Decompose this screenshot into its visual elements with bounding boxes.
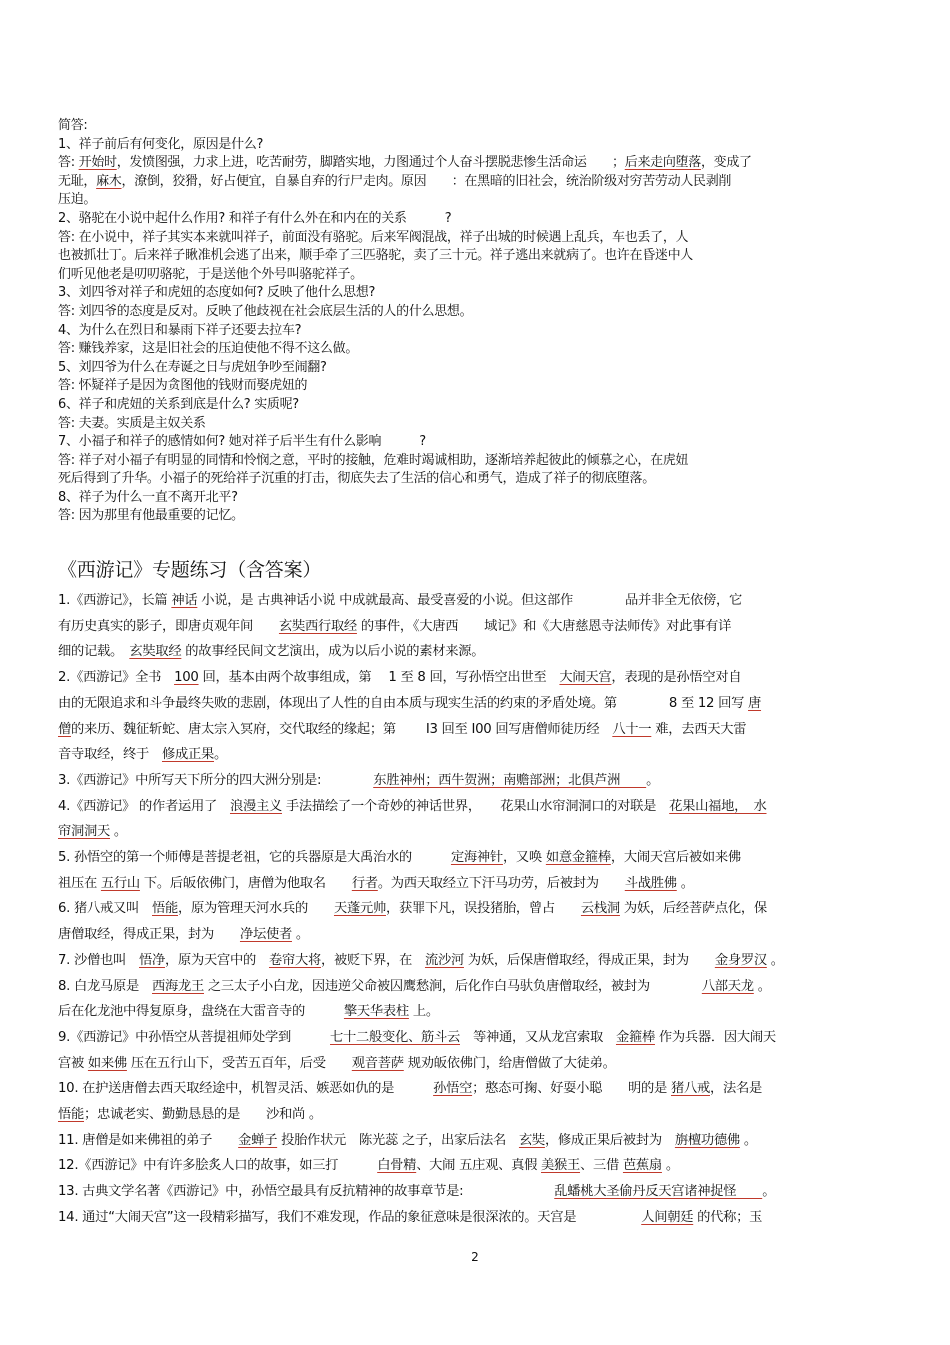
answer-underlined: 开始时 xyxy=(78,155,117,171)
exercise-line xyxy=(58,845,894,871)
text-run: 回，基本由两个故事组成，第 1 至 8 回，写孙悟空出世至 xyxy=(198,670,560,686)
text-line xyxy=(58,191,894,210)
text-run: ，变成了 xyxy=(700,155,752,171)
text-run: 1.《西游记》，长篇 xyxy=(58,593,172,608)
text-run: 2、骆驼在小说中起什么作用? 和祥子有什么外在和内在的关系 ? xyxy=(58,210,452,226)
exercise-line xyxy=(58,768,894,794)
text-run: 。 xyxy=(646,772,660,788)
answer-underlined: 修成正果 xyxy=(161,747,214,763)
xiyouji-exercise-section xyxy=(58,588,894,1231)
answer-underlined: 花果山福地， 水 xyxy=(669,798,767,814)
text-run: ，大闹天宫后被如来佛 xyxy=(610,850,741,866)
answer-underlined: 白骨精 xyxy=(377,1158,417,1174)
text-run: 3.《西游记》中所写天下所分的四大洲分别是: xyxy=(58,772,374,788)
text-run: 10. 在护送唐僧去西天取经途中，机智灵活、嫉恶如仇的是 xyxy=(58,1081,434,1097)
text-run: 、三借 xyxy=(580,1158,623,1174)
exercise-line xyxy=(58,588,894,614)
text-run: 祖压在 xyxy=(58,875,101,891)
text-run: 。 xyxy=(739,1132,757,1148)
text-run: 。 xyxy=(753,978,771,994)
text-run: 。 xyxy=(762,1184,776,1200)
text-run: 答: 夫妻。实质是主奴关系 xyxy=(58,415,206,431)
text-run: ，法名是 xyxy=(709,1081,762,1097)
text-line xyxy=(58,377,894,396)
text-run: 14. 通过“大闹天宫”这一段精彩描写，我们不难发现，作品的象征意味是很深浓的。天宫是 xyxy=(58,1209,642,1225)
answer-underlined: 玄奘取经 xyxy=(129,644,182,660)
answer-underlined: 人间朝廷 xyxy=(641,1209,694,1225)
text-run: 下。后皈依佛门，唐僧为他取名 xyxy=(139,875,352,891)
text-run: 有历史真实的影子，即唐贞观年间 xyxy=(58,618,279,634)
answer-underlined: 悟净 xyxy=(139,952,165,968)
text-run: 的来历、魏征斩蛇、唐太宗入冥府，交代取经的缘起；第 I3 回至 I00 回写唐僧师徒历经 xyxy=(71,721,613,737)
text-run: 答: 赚钱养家，这是旧社会的压迫使他不得不这么做。 xyxy=(58,341,359,357)
text-run: ；忠诚老实、勤勤恳恳的是 沙和尚 。 xyxy=(84,1107,322,1123)
exercise-line xyxy=(58,1179,894,1205)
text-run: ，潦倒，狡猾，好占便宜，自暴自弃的行尸走肉。原因 ：在黑暗的旧社会，统治阶级对穷苦劳动人民剥削 xyxy=(121,173,732,189)
answer-underlined: 麻木 xyxy=(96,173,122,189)
exercise-line xyxy=(58,1025,894,1051)
answer-underlined: 玄奘西行取经 xyxy=(278,618,357,634)
text-line xyxy=(58,507,894,526)
text-run: 小说，是 古典神话小说 中成就最高、最受喜爱的小说。但这部作 品并非全无依傍，它 xyxy=(197,593,742,608)
exercise-line xyxy=(58,639,894,665)
text-run: 7. 沙僧也叫 xyxy=(58,952,139,968)
text-run: 。 xyxy=(676,875,694,891)
answer-underlined: 云栈洞 xyxy=(580,901,620,917)
text-run: 2.《西游记》全书 xyxy=(58,670,175,686)
text-line xyxy=(58,210,894,229)
text-run: 们听见他老是叨叨骆驼，于是送他个外号叫骆驼祥子。 xyxy=(58,266,363,282)
answer-underlined: 金身罗汉 xyxy=(714,952,767,968)
answer-underlined: 浪漫主义 xyxy=(229,798,282,814)
exercise-line xyxy=(58,948,894,974)
text-line xyxy=(58,452,894,471)
text-run: 4.《西游记》 的作者运用了 xyxy=(58,798,230,814)
text-run: 音寺取经，终于 xyxy=(58,747,162,763)
exercise-line xyxy=(58,1076,894,1102)
answer-underlined: 旃檀功德佛 xyxy=(674,1132,740,1148)
text-run: 。 xyxy=(661,1158,679,1174)
answer-underlined: 芭蕉扇 xyxy=(622,1158,662,1174)
text-run: ，发愤图强，力求上进，吃苦耐劳，脚踏实地，力图通过个人奋斗摆脱悲惨生活命运 ； xyxy=(116,155,625,171)
exercise-line xyxy=(58,922,894,948)
text-line xyxy=(58,229,894,248)
text-run: ，获罪下凡，误投猪胎，曾占 xyxy=(385,901,581,917)
text-run: ，又唤 xyxy=(502,850,546,866)
answer-underlined: 东胜神州；西牛贺洲；南赡部洲；北俱芦洲 xyxy=(373,772,647,788)
text-run: 唐僧取经，得成正果，封为 xyxy=(58,927,240,943)
text-run: 12.《西游记》中有许多脍炙人口的故事，如三打 xyxy=(58,1158,378,1174)
text-run: 的事件，《大唐西 域记》和《大唐慈恩寺法师传》对此事有详 xyxy=(356,618,732,634)
text-line xyxy=(58,433,894,452)
text-run: 作为兵器．因大闹天 xyxy=(654,1029,776,1045)
text-run: 4、为什么在烈日和暴雨下祥子还要去拉车? xyxy=(58,322,302,338)
answer-underlined: 五行山 xyxy=(100,875,140,891)
text-run: 8、祥子为什么一直不离开北平? xyxy=(58,489,238,505)
text-run: ，原为天宫中的 xyxy=(165,952,269,968)
text-run: 简答: xyxy=(58,118,88,133)
exercise-line xyxy=(58,1102,894,1128)
answer-underlined: 帘洞洞天 xyxy=(58,824,110,840)
text-run: 等神通，又从龙宫索取 xyxy=(460,1029,616,1045)
text-run: 规劝皈依佛门，给唐僧做了大徒弟。 xyxy=(403,1055,616,1071)
answer-underlined: 神话 xyxy=(171,593,198,608)
text-run: 6、祥子和虎妞的关系到底是什么? 实质呢? xyxy=(58,396,299,412)
section-heading: 《西游记》专题练习（含答案） xyxy=(58,559,322,581)
text-line xyxy=(58,284,894,303)
text-line xyxy=(58,136,894,155)
text-line xyxy=(58,322,894,341)
text-run: 后在化龙池中得复原身，盘绕在大雷音寺的 xyxy=(58,1004,344,1020)
text-run: 8. 白龙马原是 xyxy=(58,978,152,994)
text-run: 细的记载。 xyxy=(58,644,130,660)
text-line xyxy=(58,359,894,378)
text-line xyxy=(58,415,894,434)
answer-underlined: 如来佛 xyxy=(87,1055,127,1071)
exercise-line xyxy=(58,1153,894,1179)
text-run: 手法描绘了一个奇妙的神话世界， 花果山水帘洞洞口的对联是 xyxy=(281,798,670,814)
answer-underlined: 卷帘大将 xyxy=(268,952,321,968)
text-line xyxy=(58,470,894,489)
exercise-line xyxy=(58,717,894,743)
simple-answer-section xyxy=(58,117,894,526)
answer-underlined: 悟能 xyxy=(152,901,178,917)
answer-underlined: 八部天龙 xyxy=(701,978,754,994)
answer-underlined: 猪八戒 xyxy=(670,1081,710,1097)
exercise-line xyxy=(58,974,894,1000)
text-run: ，被贬下界，在 xyxy=(320,952,425,968)
text-run: 答: 祥子对小福子有明显的同情和怜悯之意，平时的接触，危难时竭诚相助，逐渐培养起彼此的倾慕之心，在虎妞 xyxy=(58,452,689,468)
exercise-line xyxy=(58,1205,894,1231)
text-run: 。 xyxy=(213,747,227,763)
answer-underlined: 后来走向堕落 xyxy=(624,155,701,171)
answer-underlined: 金蝉子 xyxy=(238,1132,278,1148)
text-run: 无耻， xyxy=(58,173,97,189)
answer-underlined: 僧 xyxy=(58,721,71,737)
exercise-line xyxy=(58,742,894,768)
answer-underlined: 观音菩萨 xyxy=(351,1055,404,1071)
answer-underlined: 八十一 xyxy=(612,721,652,737)
text-line xyxy=(58,396,894,415)
text-line xyxy=(58,489,894,508)
text-run: 、大闹 五庄观、真假 xyxy=(416,1158,542,1174)
text-run: 上。 xyxy=(408,1004,439,1020)
text-run: 压在五行山下，受苦五百年，后受 xyxy=(126,1055,352,1071)
text-run: ，表现的是孙悟空对自 xyxy=(611,670,742,686)
text-run: ，修成正果后被封为 xyxy=(544,1132,675,1148)
text-run: 7、小福子和祥子的感情如何? 她对祥子后半生有什么影响 ? xyxy=(58,434,426,450)
text-run: 答: 在小说中，祥子其实本来就叫祥子，前面没有骆驼。后来军阀混战，祥子出城的时候遇上乱兵，车也丢了，人 xyxy=(58,229,689,245)
answer-underlined: 悟能 xyxy=(58,1107,84,1123)
text-run: ，原为管理天河水兵的 xyxy=(178,901,334,917)
exercise-line xyxy=(58,794,894,820)
text-run: ；憨态可掬、好耍小聪 明的是 xyxy=(472,1081,671,1097)
text-run: 的代称；玉 xyxy=(693,1209,763,1225)
answer-underlined: 乱蟠桃大圣偷丹反天宫诸神捉怪 xyxy=(554,1184,763,1200)
text-run: 13. 古典文学名著《西游记》中，孙悟空最具有反抗精神的故事章节是: xyxy=(58,1184,555,1200)
text-run: 为妖，后保唐僧取经，得成正果，封为 xyxy=(463,952,715,968)
text-run: 答: 刘四爷的态度是反对。反映了他歧视在社会底层生活的人的什么思想。 xyxy=(58,303,473,319)
exercise-line xyxy=(58,1128,894,1154)
text-run: 死后得到了升华。小福子的死给祥子沉重的打击，彻底失去了生活的信心和勇气，造成了祥子的彻底堕落。 xyxy=(58,471,655,487)
exercise-line xyxy=(58,1051,894,1077)
text-run: 由的无限追求和斗争最终失败的悲剧，体现出了人性的自由本质与现实生活的约束的矛盾处境。第 8 至 12 回写 xyxy=(58,695,749,711)
text-run: 5、刘四爷为什么在寿诞之日与虎妞争吵至闹翻? xyxy=(58,359,327,375)
answer-underlined: 西海龙王 xyxy=(152,978,204,994)
text-run: 。 xyxy=(291,927,309,943)
text-line xyxy=(58,266,894,285)
answer-underlined: 美猴王 xyxy=(541,1158,581,1174)
exercise-line xyxy=(58,665,894,691)
text-run: 压迫。 xyxy=(58,192,97,208)
answer-underlined: 唐 xyxy=(748,695,762,711)
answer-underlined: 如意金箍棒 xyxy=(545,850,611,866)
answer-underlined: 斗战胜佛 xyxy=(624,875,677,891)
answer-underlined: 金箍棒 xyxy=(615,1029,655,1045)
text-line xyxy=(58,247,894,266)
text-run: 11. 唐僧是如来佛祖的弟子 xyxy=(58,1132,239,1148)
text-run: 9.《西游记》中孙悟空从菩提祖师处学到 xyxy=(58,1029,331,1045)
page-number: 2 xyxy=(471,1250,479,1264)
exercise-line xyxy=(58,614,894,640)
text-run: 难，去西天大雷 xyxy=(651,721,747,737)
text-run: 答: 怀疑祥子是因为贪图他的钱财而娶虎妞的 xyxy=(58,378,308,394)
text-run: 答: 因为那里有他最重要的记忆。 xyxy=(58,508,244,524)
answer-underlined: 行者 xyxy=(351,875,378,891)
answer-underlined: 天蓬元帅 xyxy=(333,901,386,917)
text-run: 投胎作状元 陈光蕊 之子，出家后法名 xyxy=(277,1132,519,1148)
answer-underlined: 孙悟空 xyxy=(433,1081,473,1097)
answer-underlined: 定海神针 xyxy=(450,850,503,866)
exercise-line xyxy=(58,691,894,717)
answer-underlined: 玄奘 xyxy=(518,1132,545,1148)
text-run: 宫被 xyxy=(58,1055,88,1071)
text-run: 。 xyxy=(110,824,127,840)
exercise-line xyxy=(58,819,894,845)
text-run: 3、刘四爷对祥子和虎妞的态度如何? 反映了他什么思想? xyxy=(58,285,376,301)
text-run: 为妖，后经菩萨点化，保 xyxy=(619,901,767,917)
text-run: 答: xyxy=(58,155,79,171)
text-line xyxy=(58,303,894,322)
text-run: 。 xyxy=(766,952,784,968)
exercise-line xyxy=(58,871,894,897)
text-run: 也被抓壮丁。后来祥子瞅准机会逃了出来，顺手牵了三匹骆驼，卖了三十元。祥子逃出来就病了。也许在昏迷中人 xyxy=(58,248,694,264)
text-line xyxy=(58,117,894,136)
text-line xyxy=(58,154,894,173)
text-run: 的故事经民间文艺演出，成为以后小说的素材来源。 xyxy=(181,644,485,660)
text-run: 之三太子小白龙，因违逆父命被囚鹰愁涧，后化作白马驮负唐僧取经，被封为 xyxy=(204,978,702,994)
text-run: 5. 孙悟空的第一个师傅是菩提老祖，它的兵器原是大禹治水的 xyxy=(58,850,451,866)
text-run: 。为西天取经立下汗马功劳，后被封为 xyxy=(377,875,625,891)
exercise-line xyxy=(58,896,894,922)
answer-underlined: 100 xyxy=(174,670,199,686)
text-run: 6. 猪八戒又叫 xyxy=(58,901,152,917)
answer-underlined: 七十二般变化、筋斗云 xyxy=(330,1029,460,1045)
exercise-line xyxy=(58,999,894,1025)
text-run: 1、祥子前后有何变化，原因是什么? xyxy=(58,136,264,152)
text-line xyxy=(58,173,894,192)
text-line xyxy=(58,340,894,359)
answer-underlined: 净坛使者 xyxy=(239,927,292,943)
answer-underlined: 流沙河 xyxy=(424,952,464,968)
answer-underlined: 大闹天宫 xyxy=(559,670,612,686)
answer-underlined: 擎天华表柱 xyxy=(343,1004,409,1020)
